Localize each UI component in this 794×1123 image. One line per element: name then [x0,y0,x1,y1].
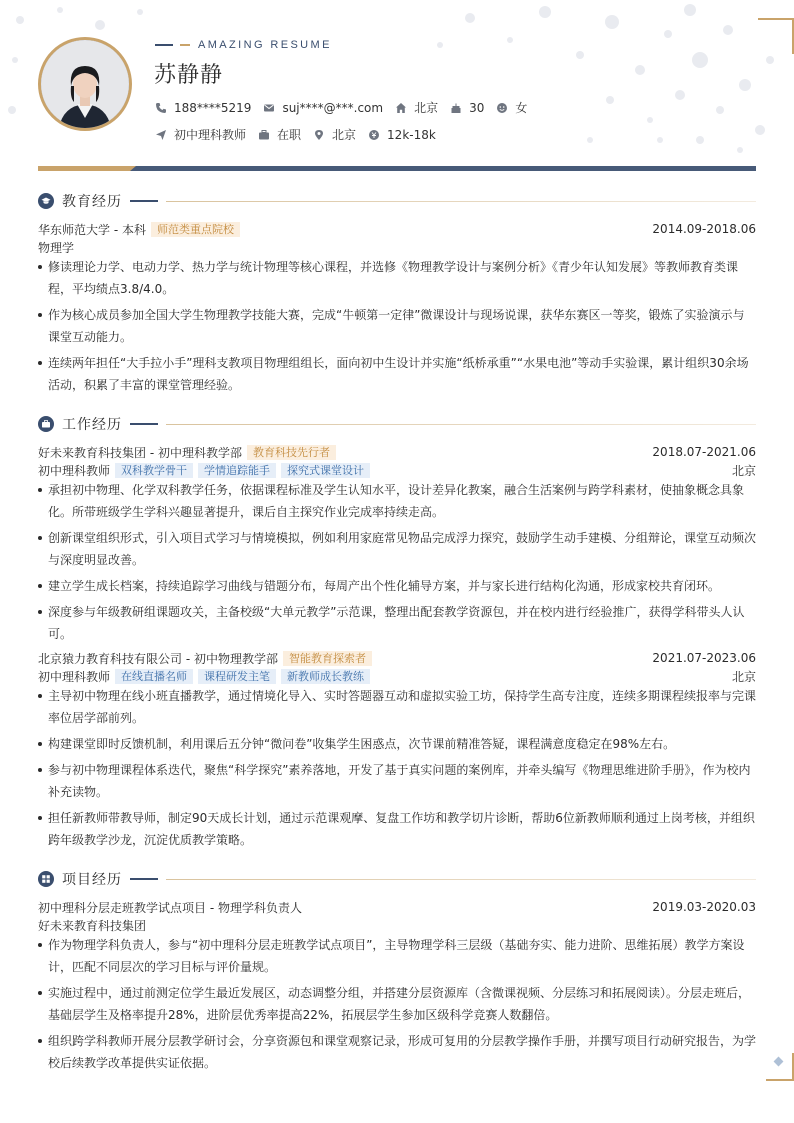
phone-icon [155,102,167,114]
job-role-line [38,668,756,684]
graduation-cap-icon [38,193,54,209]
project-name-line [38,899,756,915]
job-city: 北京 [731,463,756,478]
company-badge: 智能教育探索者 [283,651,372,666]
candidate-name: 苏静静 [154,63,224,88]
list-item: 作为物理学科负责人，参与“初中理科分层走班教学试点项目”，主导物理学科三层级（基础夯实、能力进阶、思维拓展）教学方案设计，匹配不同层次的学习目标与评价量规。 [38,934,756,978]
section-rule [166,424,756,425]
project-date: 2019.03-2020.03 [652,900,756,914]
list-item: 承担初中物理、化学双科教学任务，依据课程标准及学生认知水平，设计差异化教案，融合生活案例与跨学科素材，使抽象概念具象化。所带班级学生学科兴趣显著提升，课后自主探究作业完成率持续走高。 [38,479,756,523]
intent-status: 在职 [258,126,301,143]
skill-tag: 课程研发主笔 [198,669,276,684]
tagline-bar-navy [155,44,173,46]
send-icon [155,129,167,141]
section-work-header [38,414,756,434]
intent-city: 北京 [313,126,356,143]
header-divider [38,166,756,171]
project-org-line [38,917,756,933]
intent-salary: 12k-18k [368,128,436,142]
job-company-line [38,444,756,460]
section-education-header [38,191,756,211]
job-date: 2018.07-2021.06 [652,445,756,459]
job-bullets [38,685,756,855]
company-badge: 教育科技先行者 [247,445,336,460]
list-item: 主导初中物理在线小班直播教学，通过情境化导入、实时答题器互动和虚拟实验工坊，保持学生高专注度，连续多期课程续报率与完课率位居学部前列。 [38,685,756,729]
section-title: 项目经历 [62,872,122,888]
resume-tagline [155,39,332,51]
skill-tag: 在线直播名师 [115,669,193,684]
job-date: 2021.07-2023.06 [652,651,756,665]
section-title: 教育经历 [62,194,122,210]
intent-position: 初中理科教师 [155,126,246,143]
job-intent-row [155,126,448,143]
location-pin-icon [313,129,325,141]
briefcase-section-icon [38,416,54,432]
education-date: 2014.09-2018.06 [652,222,756,236]
list-item: 连续两年担任“大手拉小手”理科支教项目物理组组长，面向初中生设计并实施“纸桥承重”“水果电池”等动手实验课，累计组织30余场活动，积累了丰富的课堂管理经验。 [38,352,756,396]
briefcase-icon [258,129,270,141]
job-bullets [38,479,756,649]
major: 物理学 [38,240,75,255]
section-accent-line [130,200,158,202]
section-rule [166,879,756,880]
contact-row [155,99,539,116]
list-item: 参与初中物理课程体系迭代，聚焦“科学探究”素养落地，开发了基于真实问题的案例库，并牵头编写《物理思维进阶手册》，作为校内补充读物。 [38,759,756,803]
corner-decoration-top [758,18,794,54]
school-name: 华东师范大学 - 本科 [38,222,146,237]
list-item: 建立学生成长档案，持续追踪学习曲线与错题分布，每周产出个性化辅导方案，并与家长进行结构化沟通，形成家校共育闭环。 [38,575,756,597]
list-item: 实施过程中，通过前测定位学生最近发展区，动态调整分组，并搭建分层资源库（含微课视频、分层练习和拓展阅读）。分层走班后，基础层学生及格率提升28%，进阶层优秀率提高22%，拓展层学生参加区级科学竞赛人数翻倍。 [38,982,756,1026]
skill-tag: 探究式课堂设计 [281,463,370,478]
contact-city: 北京 [395,99,438,116]
contact-gender: 女 [496,99,527,116]
project-name: 初中理科分层走班教学试点项目 - 物理学科负责人 [38,900,302,915]
list-item: 深度参与年级教研组课题攻关，主备校级“大单元教学”示范课，整理出配套教学资源包，并在校内进行经验推广，获得学科带头人认可。 [38,601,756,645]
salary-icon [368,129,380,141]
job-role: 初中理科教师 [38,669,111,684]
smile-icon [496,102,508,114]
skill-tag: 学情追踪能手 [198,463,276,478]
cake-icon [450,102,462,114]
section-title: 工作经历 [62,417,122,433]
skill-tag: 新教师成长教练 [281,669,370,684]
school-badge: 师范类重点院校 [151,222,240,237]
list-item: 创新课堂组织形式，引入项目式学习与情境模拟，例如利用家庭常见物品完成浮力探究，鼓励学生动手建模、分组辩论，课堂互动频次与深度明显改善。 [38,527,756,571]
section-accent-line [130,423,158,425]
job-role-line [38,462,756,478]
education-school-line [38,221,756,237]
contact-age: 30 [450,101,484,115]
divider-navy-segment [130,166,756,171]
grid-icon [38,871,54,887]
company-name: 好未来教育科技集团 - 初中理科教学部 [38,445,242,460]
skill-tag: 双科教学骨干 [115,463,193,478]
avatar [38,37,132,131]
section-project-header [38,869,756,889]
section-rule [166,201,756,202]
email-icon [263,102,275,114]
list-item: 担任新教师带教导师，制定90天成长计划，通过示范课观摩、复盘工作坊和教学切片诊断，帮助6位新教师顺利通过上岗考核，并组织跨年级教学沙龙，沉淀优质教学策略。 [38,807,756,851]
tagline-bar-gold [180,44,190,46]
list-item: 组织跨学科教师开展分层教学研讨会，分享资源包和课堂观察记录，形成可复用的分层教学操作手册，并撰写项目行动研究报告，为学校后续教学改革提供实证依据。 [38,1030,756,1074]
education-major-line [38,239,756,255]
project-bullets [38,934,756,1078]
home-icon [395,102,407,114]
section-accent-line [130,878,158,880]
company-name: 北京猿力教育科技有限公司 - 初中物理教学部 [38,651,278,666]
education-bullets [38,256,756,400]
project-org: 好未来教育科技集团 [38,918,147,933]
job-role: 初中理科教师 [38,463,111,478]
job-company-line [38,650,756,666]
job-city: 北京 [731,669,756,684]
divider-gold-segment [38,166,130,171]
contact-email: suj****@***.com [263,101,383,115]
list-item: 修读理论力学、电动力学、热力学与统计物理等核心课程，并选修《物理教学设计与案例分析》《青少年认知发展》等教师教育类课程，平均绩点3.8/4.0。 [38,256,756,300]
contact-phone: 188****5219 [155,101,251,115]
list-item: 构建课堂即时反馈机制，利用课后五分钟“微问卷”收集学生困惑点，次节课前精准答疑，课程满意度稳定在98%左右。 [38,733,756,755]
list-item: 作为核心成员参加全国大学生物理教学技能大赛，完成“牛顿第一定律”微课设计与现场说课，获华东赛区一等奖，锻炼了实验演示与课堂互动能力。 [38,304,756,348]
tagline-text: AMAZING RESUME [198,39,332,51]
